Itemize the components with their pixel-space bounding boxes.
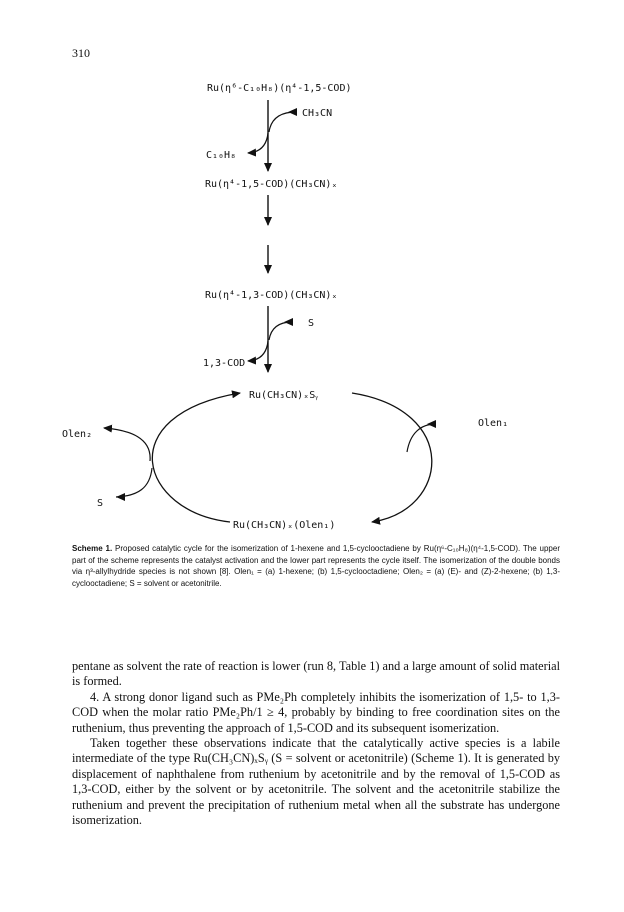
body-text bbox=[72, 659, 560, 828]
olen2-label: Olen₂ bbox=[62, 429, 93, 440]
cod13-label: 1,3-COD bbox=[203, 358, 246, 369]
cycle-left-arc bbox=[152, 393, 240, 522]
caption-label: Scheme 1. bbox=[72, 544, 113, 553]
paragraph-1: pentane as solvent the rate of reaction is lower (run 8, Table 1) and a large amount of solid material is formed. bbox=[72, 659, 560, 689]
cycle-top-label: Ru(CH₃CN)ₓSᵧ bbox=[249, 390, 318, 401]
c10h8-out-arrow bbox=[248, 133, 268, 153]
complex-top-label: Ru(η⁶-C₁₀H₈)(η⁴-1,5-COD) bbox=[207, 83, 352, 94]
s-in-label: S bbox=[308, 318, 315, 329]
ch3cn-in-arrow bbox=[269, 112, 296, 132]
olen1-label: Olen₁ bbox=[478, 418, 509, 429]
paragraph-3: Taken together these observations indicate that the catalytically active species is a labile intermediate of the type Ru(CH₃CN)ₓSᵧ (S = solvent or acetonitrile) (Scheme 1). It is generated by displacement of naphthalene from ruthenium by acetonitrile and by the removal of 1,5-COD as 1,3-COD, either by the solvent or by acetonitrile. The solvent and the acetonitrile stabilize the ruthenium and prevent the precipitation of ruthenium metal when all the substrate has undergone isomerization. bbox=[72, 736, 560, 828]
complex-mid1-label: Ru(η⁴-1,5-COD)(CH₃CN)ₓ bbox=[205, 179, 338, 190]
scheme-caption bbox=[72, 543, 560, 589]
page-number: 310 bbox=[72, 46, 90, 60]
s-cycle-in-arrow bbox=[116, 468, 152, 497]
paragraph-2: 4. A strong donor ligand such as PMe₂Ph completely inhibits the isomerization of 1,5- to 1,3-COD when the molar ratio PMe₂Ph/1 ≥ 4, probably by binding to free coordination sites on the ruthenium, thus preventing the approach of 1,5-COD and its subsequent isomerization. bbox=[72, 689, 560, 735]
ch3cn-label: CH₃CN bbox=[302, 108, 333, 119]
s-in-arrow bbox=[269, 322, 292, 340]
cycle-right-arc bbox=[352, 393, 432, 522]
complex-mid2-label: Ru(η⁴-1,3-COD)(CH₃CN)ₓ bbox=[205, 290, 338, 301]
cod13-out-arrow bbox=[248, 341, 268, 361]
olen2-out-arrow bbox=[104, 428, 150, 461]
olen1-in-arrow bbox=[407, 424, 436, 452]
caption-text: Proposed catalytic cycle for the isomerization of 1-hexene and 1,5-cyclooctadiene by Ru(η⁶-C₁₀H₈)(η⁴-1,5-COD). The upper part of the scheme represents the catalyst activation and the lower part represents the cycle itself. The isomerization of the double bonds via η³-allylhydride species is not shown [8]. Olen₁ = (a) 1-hexene; (b) 1,5-cyclooctadiene; Olen₂ = (a) (E)- and (Z)-2-hexene; (b) 1,3-cyclooctadiene; S = solvent or acetonitrile. bbox=[72, 544, 560, 588]
cycle-bottom-label: Ru(CH₃CN)ₓ(Olen₁) bbox=[233, 520, 336, 531]
c10h8-label: C₁₀H₈ bbox=[206, 150, 237, 161]
s-cycle-label: S bbox=[97, 498, 104, 509]
